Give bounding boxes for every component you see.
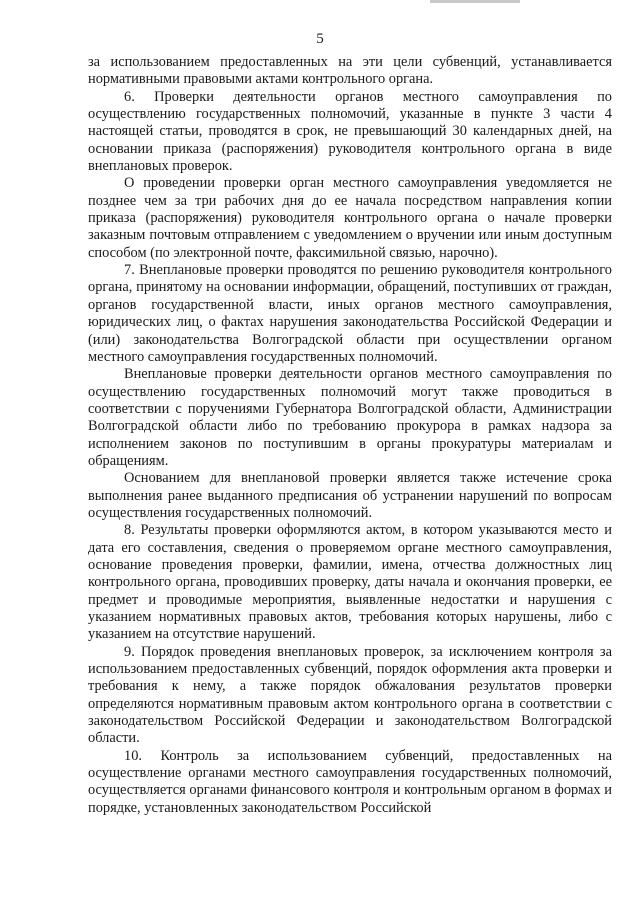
- paragraph-7: 7. Внеплановые проверки проводятся по решению руководителя контрольного органа, принятому на основании информации, обращений, поступивших от граждан, органов государственной власти, иных органов местного самоуправления, юридических лиц, о фактах нарушения законодательства Российской Федерации и (или) законодательства Волгоградской области при осуществлении органом местного самоуправления государственных полномочий.: [88, 262, 612, 365]
- paragraph-10: 10. Контроль за использованием субвенций, предоставленных на осуществление органами местного самоуправления государственных полномочий, осуществляется органами финансового контроля и контрольным органом в формах и порядке, установленных законодательством Российской: [88, 747, 612, 816]
- paragraph-6: 6. Проверки деятельности органов местного самоуправления по осуществлению государственных полномочий, указанные в пункте 3 части 4 настоящей статьи, проводятся в срок, не превышающий 30 календарных дней, на основании приказа (распоряжения) руководителя контрольного органа в виде внеплановых проверок.: [88, 88, 612, 175]
- scan-edge-mark: [430, 0, 520, 3]
- paragraph-9: 9. Порядок проведения внеплановых проверок, за исключением контроля за использованием предоставленных субвенций, порядок оформления акта проверки и требования к нему, а также порядок обжалования результатов проверки определяются нормативным правовым актом контрольного органа в соответствии с законодательством Российской Федерации и законодательством Волгоградской области.: [88, 643, 612, 747]
- paragraph-notification: О проведении проверки орган местного самоуправления уведомляется не позднее чем за три рабочих дня до ее начала посредством направления копии приказа (распоряжения) руководителя контрольного органа о начале проверки заказным почтовым отправлением с уведомлением о вручении или иным доступным способом (по электронной почте, факсимильной связью, нарочно).: [88, 175, 612, 261]
- paragraph-continuation: за использованием предоставленных на эти цели субвенций, устанавливается нормативными правовыми актами контрольного органа.: [88, 54, 612, 88]
- paragraph-inspection-basis: Основанием для внеплановой проверки является также истечение срока выполнения ранее выданного предписания об устранении нарушений по вопросам осуществления государственных полномочий.: [88, 470, 612, 521]
- page-number: 5: [316, 31, 324, 47]
- document-body: [88, 54, 612, 817]
- paragraph-8: 8. Результаты проверки оформляются актом, в котором указываются место и дата его составления, сведения о проверяемом органе местного самоуправления, основание проведения проверки, фамилии, имена, отчества должностных лиц контрольного органа, проводивших проверку, даты начала и окончания проверки, ее предмет и проводимые мероприятия, выявленные недостатки и нарушения с указанием нормативных правовых актов, требования которых нарушены, либо с указанием на отсутствие нарушений.: [88, 522, 612, 643]
- paragraph-unplanned-inspections: Внеплановые проверки деятельности органов местного самоуправления по осуществлению государственных полномочий могут также проводиться в соответствии с поручениями Губернатора Волгоградской области, Администрации Волгоградской области либо по требованию прокурора в рамках надзора за исполнением законов по поступившим в органы прокуратуры материалам и обращениям.: [88, 366, 612, 469]
